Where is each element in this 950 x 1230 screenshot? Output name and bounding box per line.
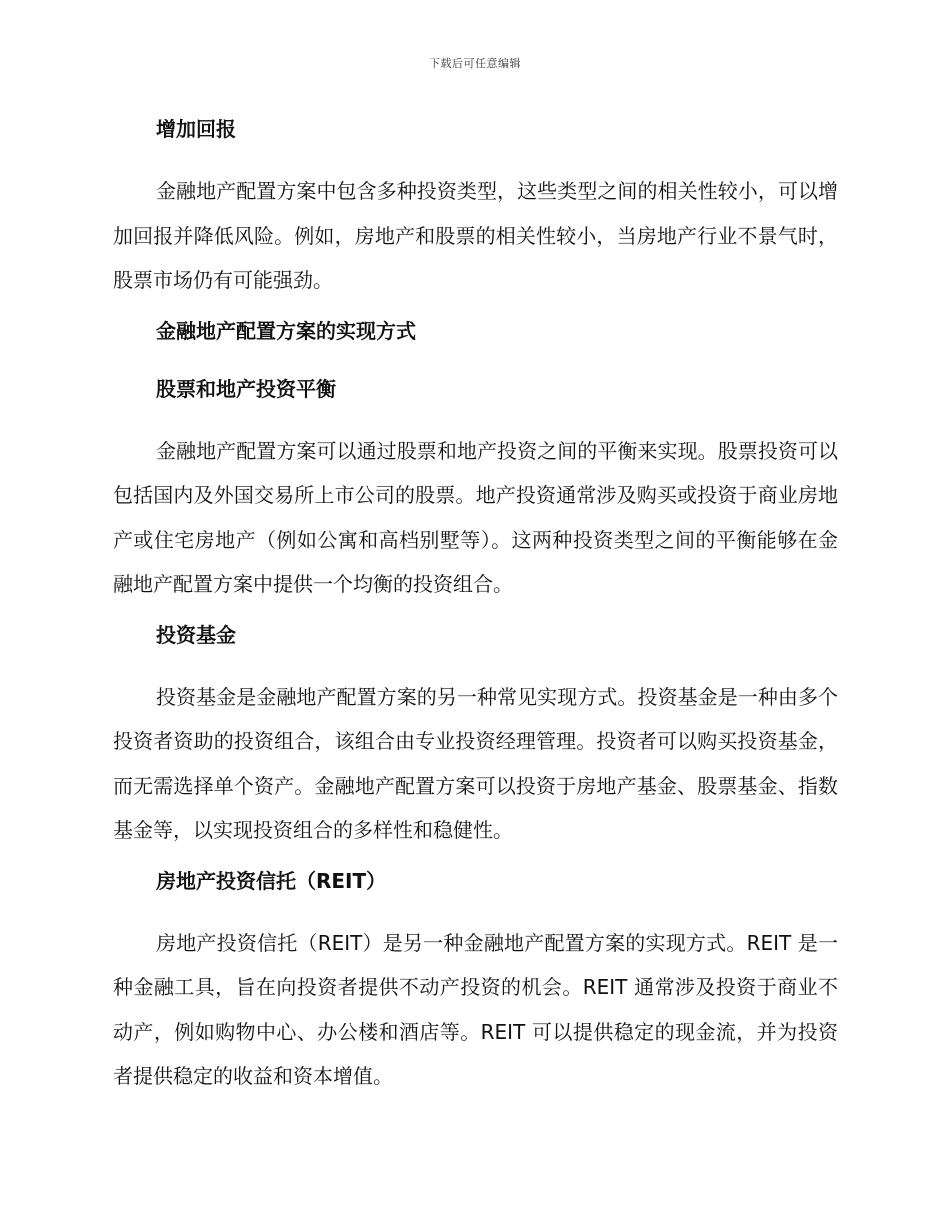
subheading-investment-funds: 投资基金 — [156, 622, 236, 647]
page-header: 下载后可任意编辑 — [429, 57, 521, 70]
subheading-stock-property-balance: 股票和地产投资平衡 — [156, 376, 336, 401]
document-body — [113, 113, 838, 1099]
paragraph-stock-property-balance: 金融地产配置方案可以通过股票和地产投资之间的平衡来实现。股票投资可以包括国内及外国交易所上市公司的股票。地产投资通常涉及购买或投资于商业房地产或住宅房地产（例如公寓和高档别墅等）。这两种投资类型之间的平衡能够在金融地产配置方案中提供一个均衡的投资组合。 — [113, 438, 838, 596]
paragraph-investment-funds: 投资基金是金融地产配置方案的另一种常见实现方式。投资基金是一种由多个投资者资助的投资组合，该组合由专业投资经理管理。投资者可以购买投资基金，而无需选择单个资产。金融地产配置方案可以投资于房地产基金、股票基金、指数基金等，以实现投资组合的多样性和稳健性。 — [113, 684, 838, 842]
paragraph-reit: 房地产投资信托（REIT）是另一种金融地产配置方案的实现方式。REIT 是一种金融工具，旨在向投资者提供不动产投资的机会。REIT 通常涉及投资于商业不动产，例如购物中心、办公楼和酒店等。REIT 可以提供稳定的现金流，并为投资者提供稳定的收益和资本增值。 — [113, 930, 838, 1088]
paragraph-increase-returns: 金融地产配置方案中包含多种投资类型，这些类型之间的相关性较小，可以增加回报并降低风险。例如，房地产和股票的相关性较小，当房地产行业不景气时，股票市场仍有可能强劲。 — [113, 179, 838, 292]
section-heading-increase-returns: 增加回报 — [156, 117, 236, 141]
subheading-reit: 房地产投资信托（REIT） — [156, 868, 387, 893]
section-heading-implementation: 金融地产配置方案的实现方式 — [156, 318, 416, 343]
